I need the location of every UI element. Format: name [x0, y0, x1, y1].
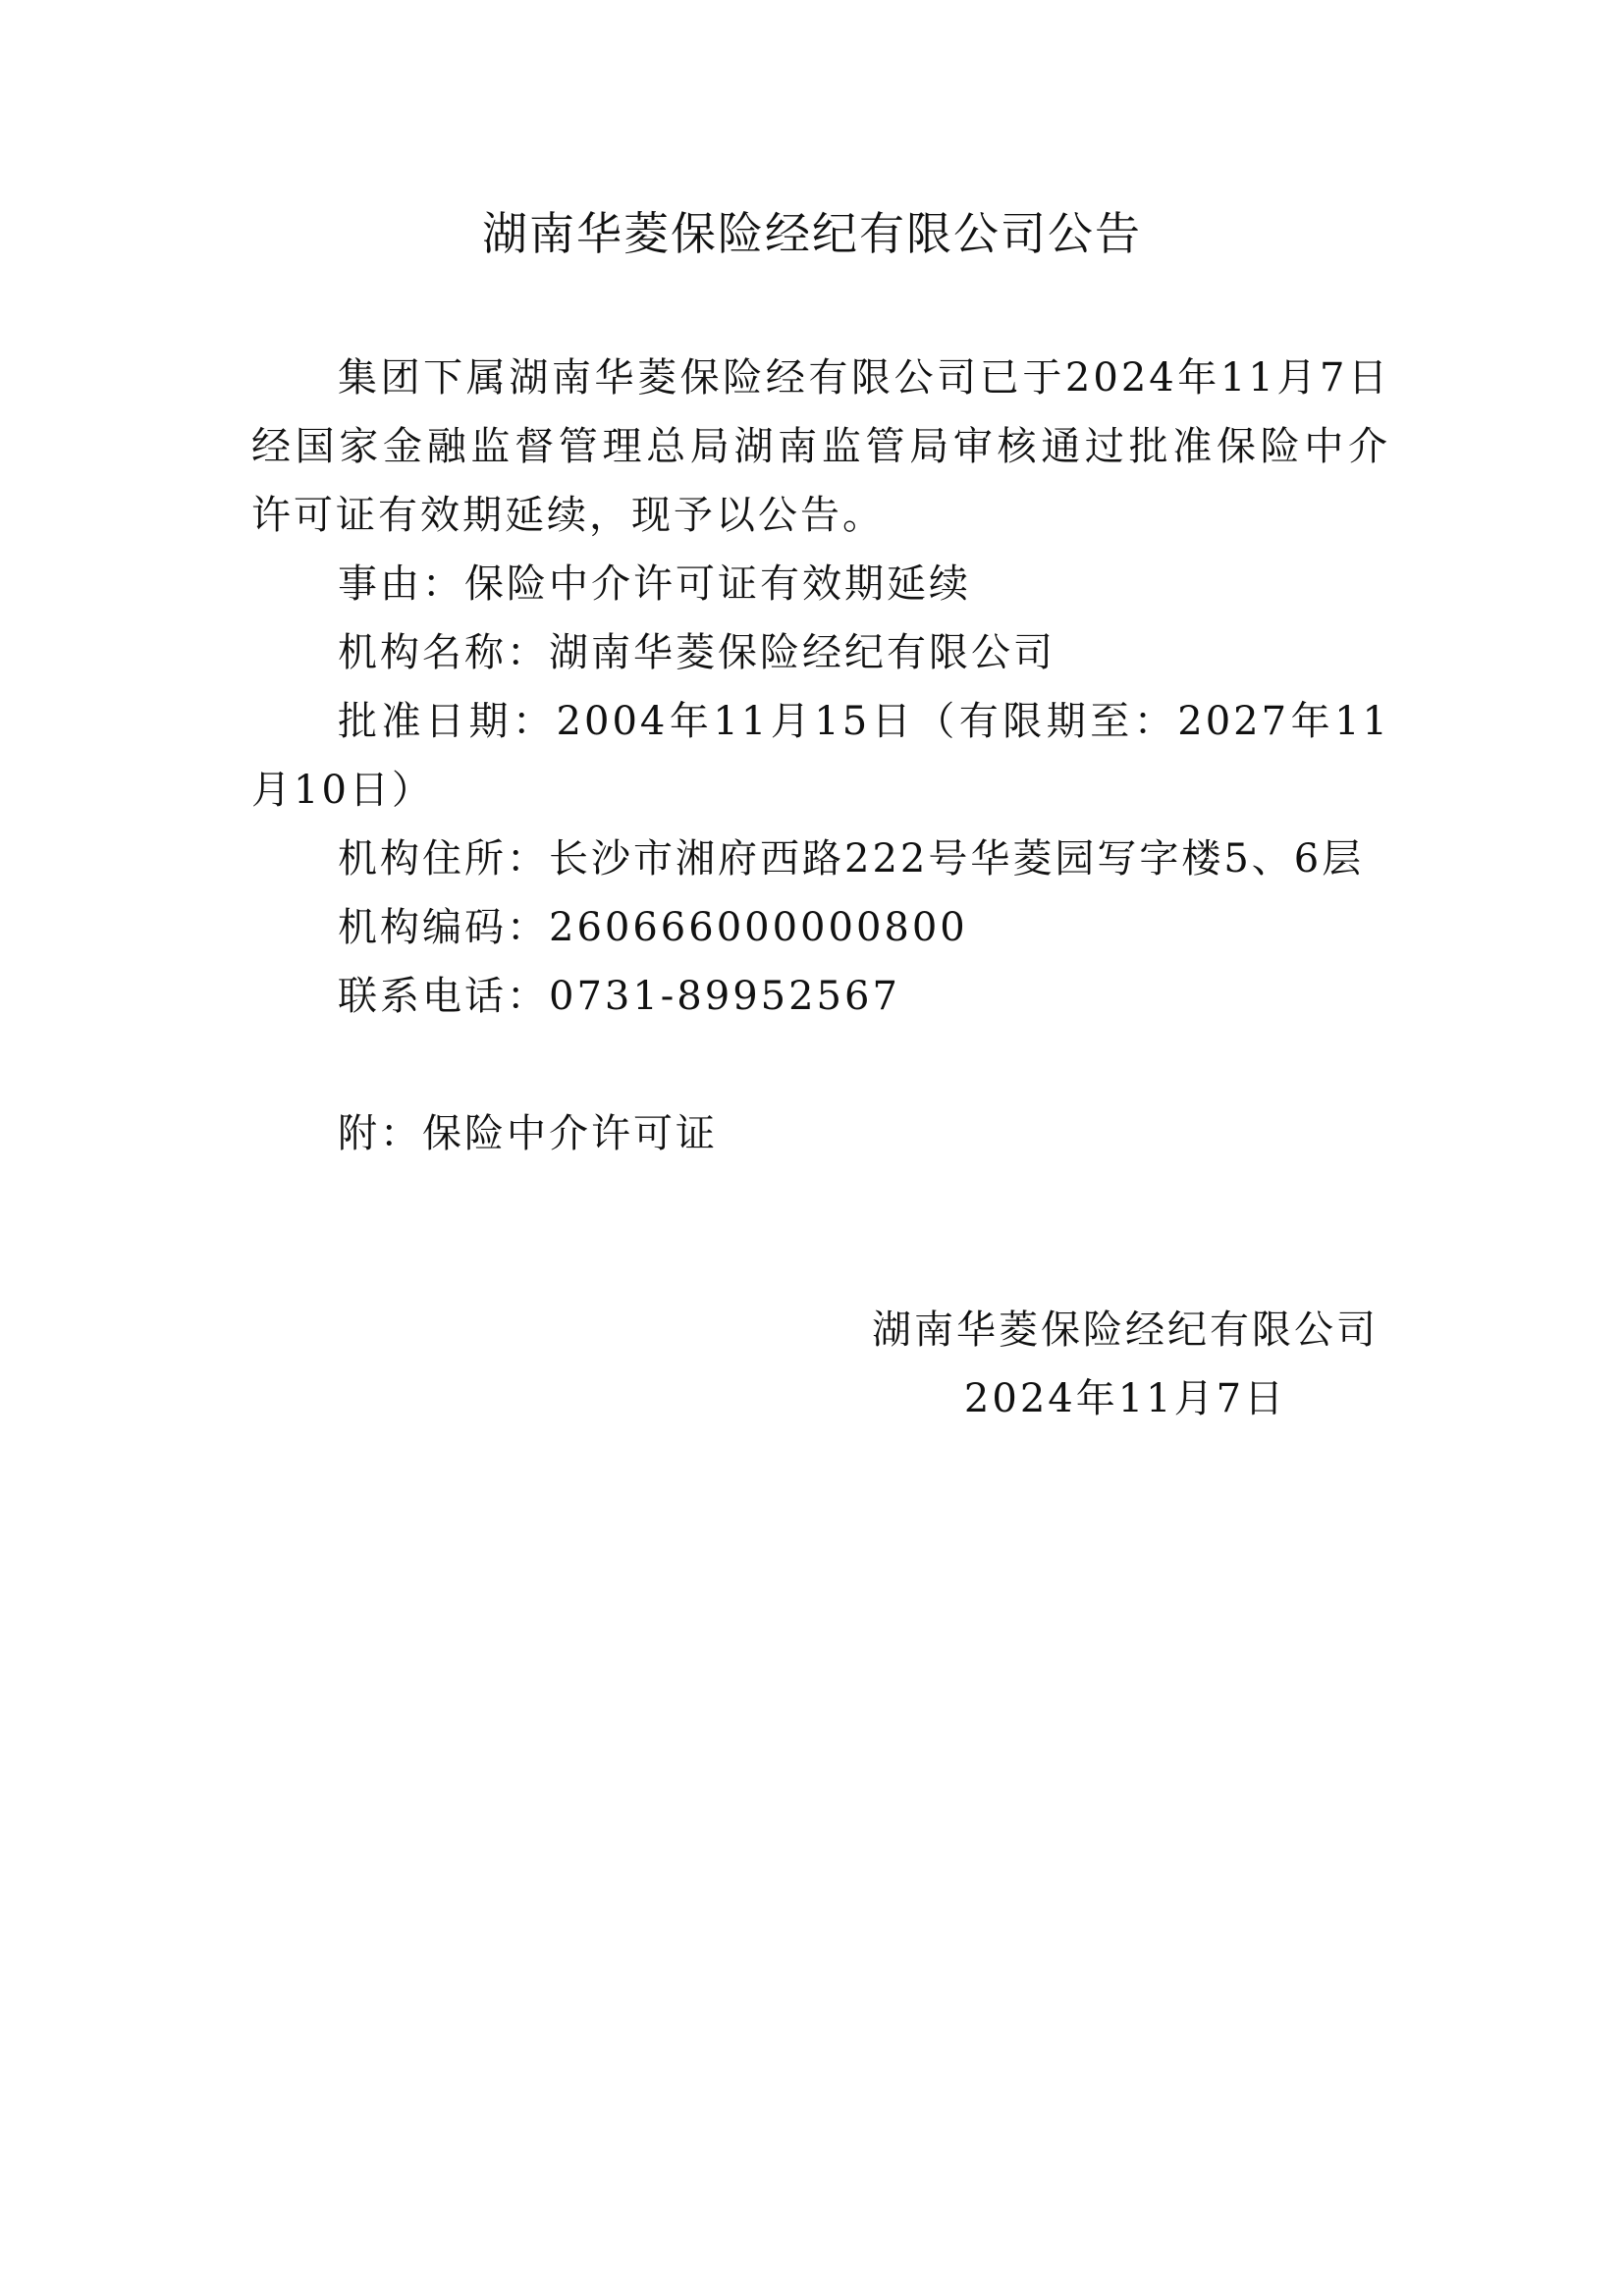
signature-block — [872, 1296, 1379, 1433]
signature-company: 湖南华菱保险经纪有限公司 — [872, 1308, 1379, 1353]
page-title: 湖南华菱保险经纪有限公司公告 — [482, 207, 1142, 260]
intro-paragraph: 集团下属湖南华菱保险经有限公司已于2024年11月7日经国家金融监督管理总局湖南监管局审核通过批准保险中介许可证有效期延续，现予以公告。 — [251, 355, 1390, 538]
field-institution-code: 机构编码：260666000000800 — [338, 905, 968, 950]
signature-date: 2024年11月7日 — [963, 1376, 1287, 1421]
field-institution-address: 机构住所：长沙市湘府西路222号华菱园写字楼5、6层 — [338, 836, 1365, 881]
field-approval-date: 批准日期：2004年11月15日（有限期至：2027年11月10日） — [251, 699, 1390, 813]
attachment-note: 附：保险中介许可证 — [338, 1111, 718, 1156]
announcement-body — [251, 344, 1390, 1168]
paragraph-spacer — [251, 1031, 1390, 1099]
field-reason: 事由：保险中介许可证有效期延续 — [338, 561, 971, 607]
field-institution-name: 机构名称：湖南华菱保险经纪有限公司 — [338, 630, 1056, 675]
field-contact-phone: 联系电话：0731-89952567 — [338, 974, 900, 1019]
